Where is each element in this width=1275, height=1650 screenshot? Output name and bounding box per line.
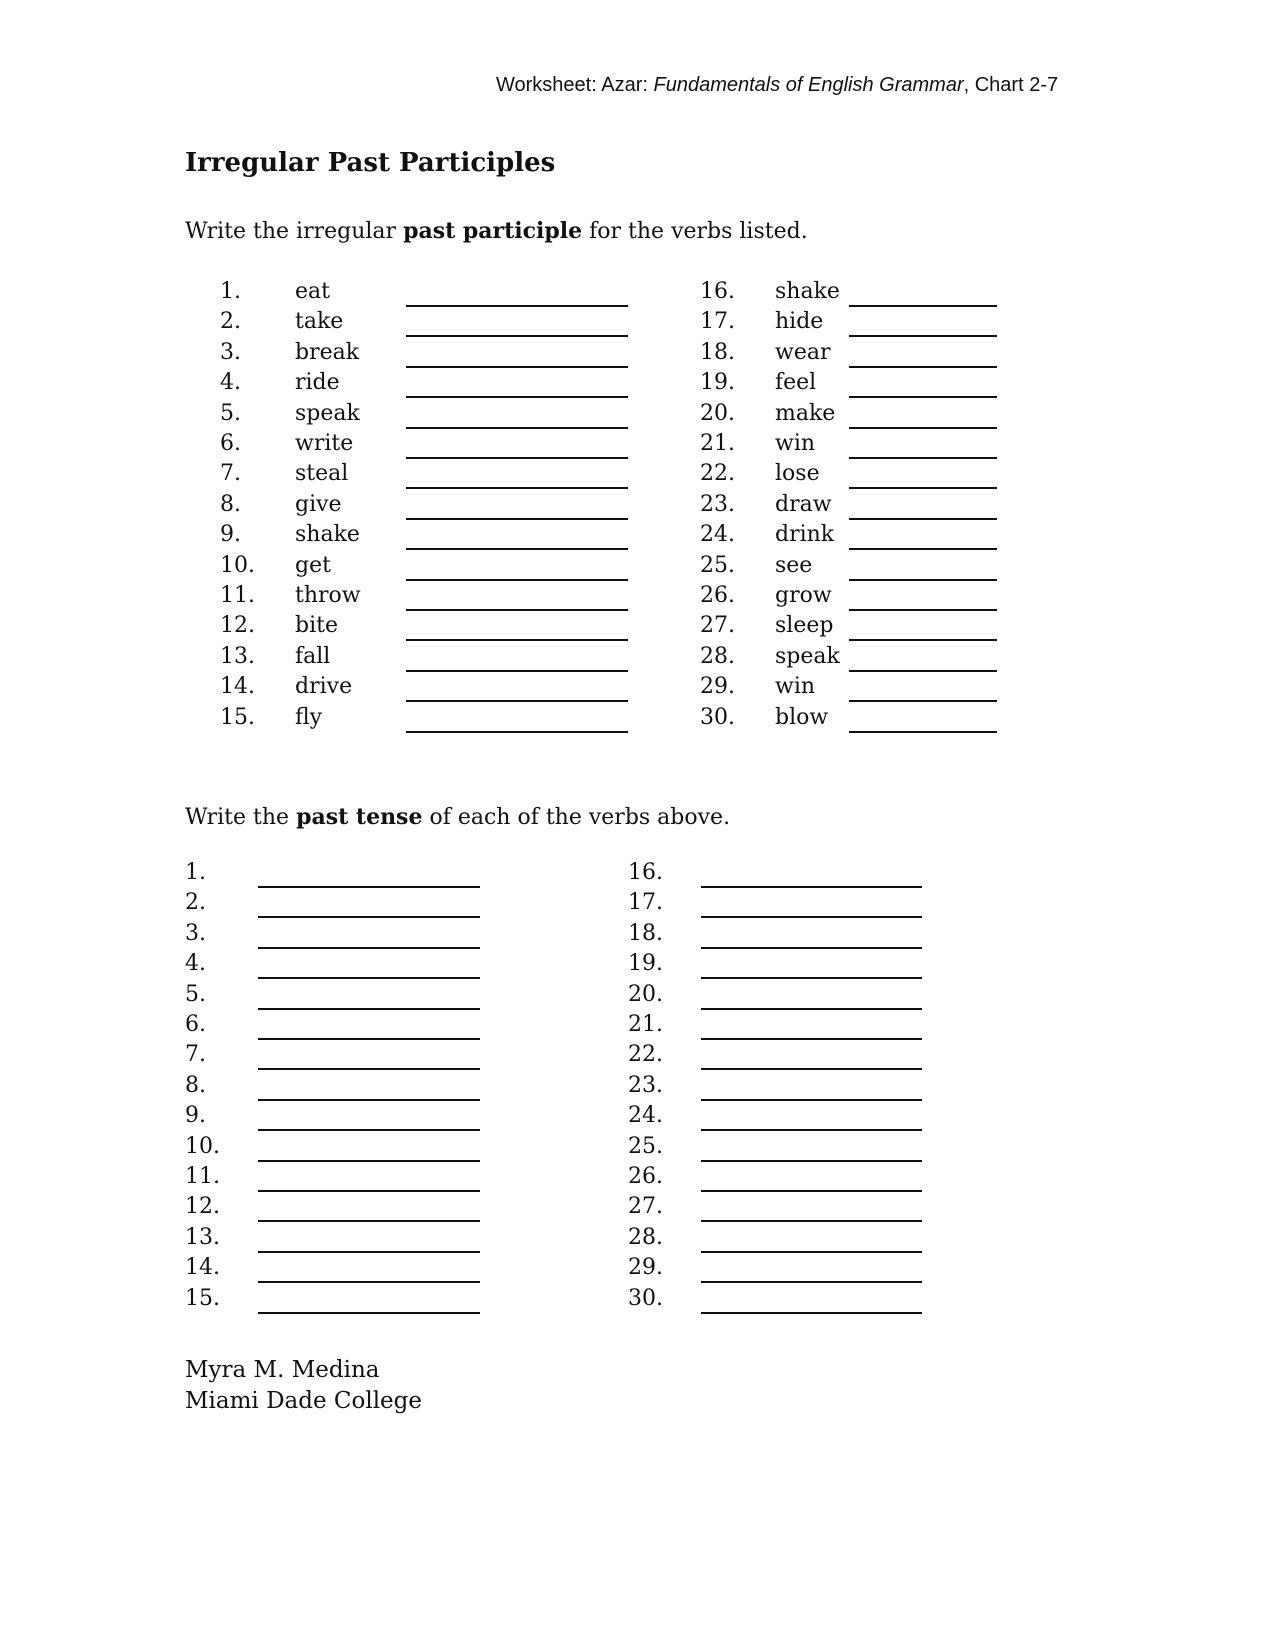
item-number: 18. bbox=[628, 920, 663, 946]
item-verb: fly bbox=[295, 704, 323, 730]
item-number: 21. bbox=[700, 431, 735, 456]
item-verb: give bbox=[295, 491, 342, 517]
answer-blank[interactable] bbox=[258, 1312, 480, 1314]
answer-blank[interactable] bbox=[258, 886, 480, 888]
item-verb: fall bbox=[295, 643, 331, 669]
item-number: 3. bbox=[185, 920, 206, 946]
item-number: 26. bbox=[700, 583, 735, 608]
answer-blank[interactable] bbox=[258, 1160, 480, 1162]
answer-blank[interactable] bbox=[406, 305, 628, 307]
item-number: 6. bbox=[185, 1012, 206, 1037]
past-tense-instruction bbox=[185, 804, 730, 830]
item-number: 25. bbox=[700, 552, 735, 578]
item-number: 17. bbox=[700, 309, 735, 335]
item-number: 17. bbox=[628, 890, 663, 916]
answer-blank[interactable] bbox=[258, 1129, 480, 1131]
item-number: 2. bbox=[185, 890, 206, 916]
item-number: 11. bbox=[220, 583, 255, 608]
item-verb: ride bbox=[295, 370, 340, 396]
answer-blank[interactable] bbox=[849, 700, 997, 702]
answer-blank[interactable] bbox=[406, 579, 628, 581]
item-number: 21. bbox=[628, 1012, 663, 1037]
answer-blank[interactable] bbox=[701, 1099, 922, 1101]
item-verb: win bbox=[775, 674, 816, 700]
participle-instruction bbox=[185, 218, 808, 244]
answer-blank[interactable] bbox=[701, 1038, 922, 1040]
college-name: Miami Dade College bbox=[185, 1388, 422, 1414]
answer-blank[interactable] bbox=[701, 947, 922, 949]
header-suffix: , Chart 2-7 bbox=[963, 74, 1059, 96]
item-number: 22. bbox=[700, 461, 735, 487]
item-number: 20. bbox=[628, 981, 663, 1007]
item-verb: hide bbox=[775, 309, 824, 335]
answer-blank[interactable] bbox=[406, 609, 628, 611]
item-verb: eat bbox=[295, 279, 330, 304]
item-number: 8. bbox=[220, 491, 241, 517]
answer-blank[interactable] bbox=[406, 700, 628, 702]
answer-blank[interactable] bbox=[258, 1038, 480, 1040]
instruction-text: Write the irregular bbox=[185, 219, 404, 244]
author-name: Myra M. Medina bbox=[185, 1357, 380, 1383]
answer-blank[interactable] bbox=[849, 487, 997, 489]
item-number: 8. bbox=[185, 1072, 206, 1098]
item-verb: grow bbox=[775, 583, 832, 608]
answer-blank[interactable] bbox=[701, 916, 922, 918]
item-verb: shake bbox=[775, 279, 840, 304]
item-number: 28. bbox=[700, 643, 735, 669]
answer-blank[interactable] bbox=[258, 1008, 480, 1010]
item-verb: write bbox=[295, 431, 354, 456]
answer-blank[interactable] bbox=[406, 366, 628, 368]
answer-blank[interactable] bbox=[406, 731, 628, 733]
item-verb: drink bbox=[775, 522, 835, 548]
item-number: 23. bbox=[700, 491, 735, 517]
item-verb: bite bbox=[295, 613, 338, 639]
answer-blank[interactable] bbox=[406, 670, 628, 672]
answer-blank[interactable] bbox=[406, 639, 628, 641]
item-number: 12. bbox=[220, 613, 255, 639]
item-number: 4. bbox=[220, 370, 241, 396]
item-number: 26. bbox=[628, 1164, 663, 1189]
item-verb: wear bbox=[775, 339, 831, 365]
item-number: 2. bbox=[220, 309, 241, 335]
item-number: 19. bbox=[700, 370, 735, 396]
answer-blank[interactable] bbox=[849, 579, 997, 581]
answer-blank[interactable] bbox=[406, 335, 628, 337]
answer-blank[interactable] bbox=[406, 548, 628, 550]
answer-blank[interactable] bbox=[701, 977, 922, 979]
item-number: 29. bbox=[700, 674, 735, 700]
item-number: 7. bbox=[185, 1042, 206, 1068]
item-number: 6. bbox=[220, 431, 241, 456]
answer-blank[interactable] bbox=[258, 947, 480, 949]
answer-blank[interactable] bbox=[701, 1251, 922, 1253]
item-verb: get bbox=[295, 552, 331, 578]
item-number: 25. bbox=[628, 1133, 663, 1159]
item-verb: steal bbox=[295, 461, 349, 487]
item-number: 14. bbox=[185, 1255, 220, 1281]
answer-blank[interactable] bbox=[406, 487, 628, 489]
item-number: 9. bbox=[185, 1103, 206, 1129]
worksheet-header bbox=[496, 74, 1058, 97]
item-number: 1. bbox=[185, 860, 206, 885]
item-number: 16. bbox=[700, 279, 735, 304]
instruction-text: for the verbs listed. bbox=[582, 219, 808, 244]
answer-blank[interactable] bbox=[849, 731, 997, 733]
item-number: 23. bbox=[628, 1072, 663, 1098]
answer-blank[interactable] bbox=[849, 427, 997, 429]
item-verb: blow bbox=[775, 704, 829, 730]
item-number: 13. bbox=[220, 643, 255, 669]
instruction-bold-text: past tense bbox=[296, 804, 423, 830]
answer-blank[interactable] bbox=[258, 977, 480, 979]
item-number: 18. bbox=[700, 339, 735, 365]
item-number: 5. bbox=[220, 400, 241, 426]
instruction-text: of each of the verbs above. bbox=[422, 805, 731, 830]
answer-blank[interactable] bbox=[701, 1008, 922, 1010]
item-verb: lose bbox=[775, 461, 820, 487]
item-number: 15. bbox=[185, 1285, 220, 1311]
answer-blank[interactable] bbox=[849, 639, 997, 641]
answer-blank[interactable] bbox=[701, 1190, 922, 1192]
answer-blank[interactable] bbox=[701, 1281, 922, 1283]
item-number: 15. bbox=[220, 704, 255, 730]
answer-blank[interactable] bbox=[258, 916, 480, 918]
item-number: 24. bbox=[628, 1103, 663, 1129]
answer-blank[interactable] bbox=[849, 396, 997, 398]
answer-blank[interactable] bbox=[701, 1312, 922, 1314]
item-number: 1. bbox=[220, 279, 241, 304]
item-verb: draw bbox=[775, 491, 832, 517]
answer-blank[interactable] bbox=[258, 1220, 480, 1222]
answer-blank[interactable] bbox=[849, 609, 997, 611]
answer-blank[interactable] bbox=[406, 427, 628, 429]
item-verb: speak bbox=[295, 400, 360, 426]
item-verb: take bbox=[295, 309, 344, 335]
answer-blank[interactable] bbox=[849, 366, 997, 368]
answer-blank[interactable] bbox=[849, 457, 997, 459]
answer-blank[interactable] bbox=[701, 1068, 922, 1070]
item-number: 5. bbox=[185, 981, 206, 1007]
item-number: 14. bbox=[220, 674, 255, 700]
item-verb: throw bbox=[295, 583, 361, 608]
answer-blank[interactable] bbox=[701, 1160, 922, 1162]
answer-blank[interactable] bbox=[849, 518, 997, 520]
item-verb: speak bbox=[775, 643, 840, 669]
item-number: 13. bbox=[185, 1224, 220, 1250]
answer-blank[interactable] bbox=[701, 1220, 922, 1222]
answer-blank[interactable] bbox=[258, 1281, 480, 1283]
answer-blank[interactable] bbox=[849, 548, 997, 550]
item-verb: make bbox=[775, 400, 836, 426]
answer-blank[interactable] bbox=[849, 670, 997, 672]
answer-blank[interactable] bbox=[258, 1068, 480, 1070]
item-number: 9. bbox=[220, 522, 241, 548]
item-verb: break bbox=[295, 339, 360, 365]
item-number: 28. bbox=[628, 1224, 663, 1250]
item-number: 30. bbox=[700, 704, 735, 730]
instruction-bold-text: past participle bbox=[403, 218, 583, 244]
answer-blank[interactable] bbox=[258, 1099, 480, 1101]
answer-blank[interactable] bbox=[406, 396, 628, 398]
item-number: 30. bbox=[628, 1285, 663, 1311]
item-number: 20. bbox=[700, 400, 735, 426]
item-verb: shake bbox=[295, 522, 360, 548]
item-number: 16. bbox=[628, 860, 663, 885]
header-prefix: Worksheet: Azar: bbox=[496, 74, 654, 96]
item-number: 10. bbox=[185, 1133, 220, 1159]
item-number: 4. bbox=[185, 951, 206, 977]
answer-blank[interactable] bbox=[849, 335, 997, 337]
item-verb: see bbox=[775, 552, 813, 578]
item-number: 22. bbox=[628, 1042, 663, 1068]
item-number: 7. bbox=[220, 461, 241, 487]
item-verb: sleep bbox=[775, 613, 834, 639]
item-number: 3. bbox=[220, 339, 241, 365]
header-book-title: Fundamentals of English Grammar bbox=[653, 74, 964, 96]
answer-blank[interactable] bbox=[701, 1129, 922, 1131]
item-number: 24. bbox=[700, 522, 735, 548]
item-verb: win bbox=[775, 431, 816, 456]
page-title: Irregular Past Participles bbox=[185, 148, 556, 178]
item-number: 29. bbox=[628, 1255, 663, 1281]
item-number: 27. bbox=[628, 1194, 663, 1220]
item-number: 12. bbox=[185, 1194, 220, 1220]
item-verb: drive bbox=[295, 674, 353, 700]
answer-blank[interactable] bbox=[258, 1190, 480, 1192]
answer-blank[interactable] bbox=[258, 1251, 480, 1253]
answer-blank[interactable] bbox=[849, 305, 997, 307]
item-number: 27. bbox=[700, 613, 735, 639]
item-number: 10. bbox=[220, 552, 255, 578]
answer-blank[interactable] bbox=[406, 518, 628, 520]
item-number: 11. bbox=[185, 1164, 220, 1189]
answer-blank[interactable] bbox=[406, 457, 628, 459]
instruction-text: Write the bbox=[185, 805, 297, 830]
answer-blank[interactable] bbox=[701, 886, 922, 888]
item-verb: feel bbox=[775, 370, 817, 396]
item-number: 19. bbox=[628, 951, 663, 977]
